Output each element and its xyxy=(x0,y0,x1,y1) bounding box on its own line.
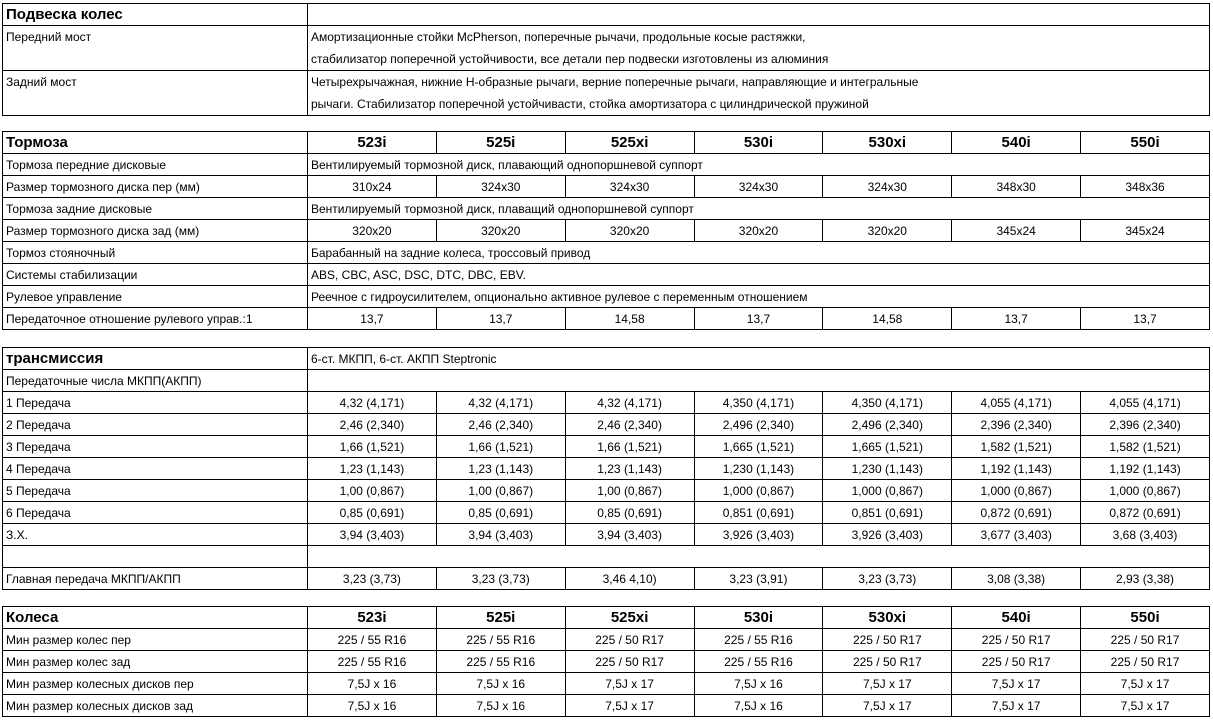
table-cell: 7,5J x 16 xyxy=(694,673,823,695)
table-cell: 13,7 xyxy=(308,308,437,330)
table-cell: 1,00 (0,867) xyxy=(565,480,694,502)
table-cell: 0,851 (0,691) xyxy=(694,502,823,524)
table-cell: 3,23 (3,73) xyxy=(436,568,565,590)
front-disc-label: Тормоза передние дисковые xyxy=(3,154,308,176)
table-cell: 2,46 (2,340) xyxy=(308,414,437,436)
final-drive-label: Главная передача МКПП/АКПП xyxy=(3,568,308,590)
model-header: 525i xyxy=(436,607,565,629)
table-cell: 3,94 (3,403) xyxy=(436,524,565,546)
table-cell: 1,00 (0,867) xyxy=(436,480,565,502)
table-cell: 3,23 (3,91) xyxy=(694,568,823,590)
table-cell: 225 / 55 R16 xyxy=(694,651,823,673)
table-cell: 3,677 (3,403) xyxy=(952,524,1081,546)
table-cell: 1,665 (1,521) xyxy=(823,436,952,458)
table-row xyxy=(3,436,1210,458)
row-label: З.Х. xyxy=(3,524,308,546)
table-cell: 1,000 (0,867) xyxy=(694,480,823,502)
table-cell: 348x30 xyxy=(952,176,1081,198)
front-disc-size-label: Размер тормозного диска пер (мм) xyxy=(3,176,308,198)
table-cell: 7,5J x 16 xyxy=(308,695,437,717)
brakes-header-row xyxy=(3,132,1210,154)
steering-label: Рулевое управление xyxy=(3,286,308,308)
table-cell: 0,872 (0,691) xyxy=(1081,502,1210,524)
table-cell: 2,396 (2,340) xyxy=(1081,414,1210,436)
table-cell: 345x24 xyxy=(1081,220,1210,242)
suspension-table xyxy=(2,3,1210,116)
brakes-title: Тормоза xyxy=(3,132,308,154)
table-cell: 3,926 (3,403) xyxy=(823,524,952,546)
table-row xyxy=(3,673,1210,695)
transmission-title: трансмиссия xyxy=(3,348,308,370)
table-cell: 7,5J x 16 xyxy=(694,695,823,717)
steering-ratio-label: Передаточное отношение рулевого управ.:1 xyxy=(3,308,308,330)
table-cell: 3,08 (3,38) xyxy=(952,568,1081,590)
table-cell: 225 / 50 R17 xyxy=(1081,629,1210,651)
table-cell: 0,851 (0,691) xyxy=(823,502,952,524)
row-label: 4 Передача xyxy=(3,458,308,480)
table-cell: 1,23 (1,143) xyxy=(436,458,565,480)
model-header: 540i xyxy=(952,607,1081,629)
wheels-table xyxy=(2,606,1210,717)
row-label: Мин размер колес пер xyxy=(3,629,308,651)
table-cell: 13,7 xyxy=(694,308,823,330)
table-cell: 1,582 (1,521) xyxy=(952,436,1081,458)
table-cell: 225 / 55 R16 xyxy=(694,629,823,651)
table-cell: 225 / 55 R16 xyxy=(308,629,437,651)
table-cell: 2,46 (2,340) xyxy=(436,414,565,436)
rear-disc-size-label: Размер тормозного диска зад (мм) xyxy=(3,220,308,242)
table-cell: 3,926 (3,403) xyxy=(694,524,823,546)
table-cell: 3,94 (3,403) xyxy=(308,524,437,546)
table-cell: 2,496 (2,340) xyxy=(823,414,952,436)
table-cell: 4,055 (4,171) xyxy=(952,392,1081,414)
table-cell: 320x20 xyxy=(565,220,694,242)
table-row xyxy=(3,458,1210,480)
rear-axle-line-2: рычаги. Стабилизатор поперечной устойчивасти, стойка амортизатора с цилиндрической пружиной xyxy=(311,97,869,111)
table-cell: 13,7 xyxy=(436,308,565,330)
table-cell: 225 / 55 R16 xyxy=(308,651,437,673)
model-header: 540i xyxy=(952,132,1081,154)
rear-axle-value xyxy=(308,71,1210,116)
table-cell: 14,58 xyxy=(565,308,694,330)
table-row xyxy=(3,651,1210,673)
table-cell: 1,23 (1,143) xyxy=(565,458,694,480)
wheels-header-row xyxy=(3,607,1210,629)
table-cell: 320x20 xyxy=(308,220,437,242)
row-label: 5 Передача xyxy=(3,480,308,502)
brakes-table xyxy=(2,131,1210,330)
suspension-title: Подвеска колес xyxy=(3,4,308,26)
table-cell: 4,32 (4,171) xyxy=(436,392,565,414)
table-row xyxy=(3,502,1210,524)
table-cell: 1,000 (0,867) xyxy=(823,480,952,502)
table-cell: 0,85 (0,691) xyxy=(565,502,694,524)
table-cell: 7,5J x 16 xyxy=(436,673,565,695)
table-cell: 3,23 (3,73) xyxy=(823,568,952,590)
front-axle-line-2: стабилизатор поперечной устойчивости, все детали пер подвески изготовлены из алюминия xyxy=(311,52,829,66)
gear-ratios-label: Передаточные числа МКПП(АКПП) xyxy=(3,370,308,392)
table-cell: 0,872 (0,691) xyxy=(952,502,1081,524)
table-cell: 2,496 (2,340) xyxy=(694,414,823,436)
table-cell: 324x30 xyxy=(694,176,823,198)
table-cell: 225 / 50 R17 xyxy=(952,651,1081,673)
table-cell: 225 / 50 R17 xyxy=(952,629,1081,651)
model-header: 530xi xyxy=(823,132,952,154)
front-disc-value: Вентилируемый тормозной диск, плавающий однопоршневой суппорт xyxy=(308,154,1210,176)
table-cell: 3,68 (3,403) xyxy=(1081,524,1210,546)
table-cell: 1,192 (1,143) xyxy=(952,458,1081,480)
table-cell: 3,23 (3,73) xyxy=(308,568,437,590)
table-cell: 348x36 xyxy=(1081,176,1210,198)
table-row xyxy=(3,480,1210,502)
table-row xyxy=(3,392,1210,414)
table-cell: 14,58 xyxy=(823,308,952,330)
table-cell: 4,350 (4,171) xyxy=(694,392,823,414)
row-label: 3 Передача xyxy=(3,436,308,458)
transmission-table xyxy=(2,347,1210,590)
table-cell: 320x20 xyxy=(436,220,565,242)
table-cell: 4,055 (4,171) xyxy=(1081,392,1210,414)
table-cell: 7,5J x 17 xyxy=(952,695,1081,717)
parking-brake-value: Барабанный на задние колеса, троссовый привод xyxy=(308,242,1210,264)
table-cell: 320x20 xyxy=(694,220,823,242)
rear-disc-label: Тормоза задние дисковые xyxy=(3,198,308,220)
table-cell: 225 / 50 R17 xyxy=(565,651,694,673)
model-header: 525xi xyxy=(565,132,694,154)
table-cell: 7,5J x 17 xyxy=(1081,695,1210,717)
table-cell: 2,396 (2,340) xyxy=(952,414,1081,436)
table-cell: 225 / 50 R17 xyxy=(823,629,952,651)
stability-label: Системы стабилизации xyxy=(3,264,308,286)
table-cell: 1,66 (1,521) xyxy=(436,436,565,458)
rear-axle-label: Задний мост xyxy=(3,71,308,116)
stability-value: ABS, CBC, ASC, DSC, DTC, DBC, EBV. xyxy=(308,264,1210,286)
model-header: 550i xyxy=(1081,132,1210,154)
table-cell: 7,5J x 16 xyxy=(308,673,437,695)
table-cell: 2,93 (3,38) xyxy=(1081,568,1210,590)
table-cell: 7,5J x 17 xyxy=(565,673,694,695)
table-cell: 324x30 xyxy=(436,176,565,198)
row-label: Мин размер колес зад xyxy=(3,651,308,673)
table-row xyxy=(3,414,1210,436)
table-row xyxy=(3,629,1210,651)
row-label: Мин размер колесных дисков пер xyxy=(3,673,308,695)
table-cell: 1,582 (1,521) xyxy=(1081,436,1210,458)
table-cell: 310x24 xyxy=(308,176,437,198)
table-cell: 225 / 50 R17 xyxy=(565,629,694,651)
model-header: 523i xyxy=(308,132,437,154)
table-cell: 4,350 (4,171) xyxy=(823,392,952,414)
row-label: 6 Передача xyxy=(3,502,308,524)
row-label: Мин размер колесных дисков зад xyxy=(3,695,308,717)
table-cell: 0,85 (0,691) xyxy=(308,502,437,524)
model-header: 525xi xyxy=(565,607,694,629)
front-axle-label: Передний мост xyxy=(3,26,308,71)
table-cell: 1,66 (1,521) xyxy=(565,436,694,458)
table-cell: 2,46 (2,340) xyxy=(565,414,694,436)
wheels-title: Колеса xyxy=(3,607,308,629)
table-cell: 1,66 (1,521) xyxy=(308,436,437,458)
model-header: 525i xyxy=(436,132,565,154)
front-axle-line-1: Амортизационные стойки McPherson, поперечные рычачи, продольные косые растяжки, xyxy=(311,30,806,44)
table-cell: 225 / 55 R16 xyxy=(436,651,565,673)
model-header: 530i xyxy=(694,607,823,629)
table-cell: 13,7 xyxy=(952,308,1081,330)
table-cell: 4,32 (4,171) xyxy=(308,392,437,414)
rear-disc-value: Вентилируемый тормозной диск, плаващий однопоршневой суппорт xyxy=(308,198,1210,220)
model-header: 530i xyxy=(694,132,823,154)
model-header: 530xi xyxy=(823,607,952,629)
table-cell: 1,665 (1,521) xyxy=(694,436,823,458)
table-cell: 1,230 (1,143) xyxy=(694,458,823,480)
table-cell: 1,000 (0,867) xyxy=(1081,480,1210,502)
table-cell: 1,000 (0,867) xyxy=(952,480,1081,502)
table-cell: 13,7 xyxy=(1081,308,1210,330)
table-row xyxy=(3,524,1210,546)
table-cell: 1,23 (1,143) xyxy=(308,458,437,480)
transmission-type: 6-ст. МКПП, 6-ст. АКПП Steptronic xyxy=(308,348,1210,370)
front-axle-value xyxy=(308,26,1210,71)
table-row xyxy=(3,695,1210,717)
table-cell: 7,5J x 17 xyxy=(952,673,1081,695)
table-cell: 225 / 50 R17 xyxy=(1081,651,1210,673)
row-label: 1 Передача xyxy=(3,392,308,414)
table-cell: 7,5J x 16 xyxy=(436,695,565,717)
table-cell: 324x30 xyxy=(823,176,952,198)
table-cell: 324x30 xyxy=(565,176,694,198)
rear-axle-line-1: Четырехрычажная, нижние H-образные рычаги, верние поперечные рычаги, направляющие и интегральные xyxy=(311,75,919,89)
table-cell: 1,230 (1,143) xyxy=(823,458,952,480)
table-cell: 7,5J x 17 xyxy=(1081,673,1210,695)
table-cell: 3,94 (3,403) xyxy=(565,524,694,546)
parking-brake-label: Тормоз стояночный xyxy=(3,242,308,264)
table-cell: 7,5J x 17 xyxy=(565,695,694,717)
table-cell: 1,192 (1,143) xyxy=(1081,458,1210,480)
table-cell: 320x20 xyxy=(823,220,952,242)
table-cell: 4,32 (4,171) xyxy=(565,392,694,414)
table-cell: 345x24 xyxy=(952,220,1081,242)
steering-value: Реечное с гидроусилителем, опционально активное рулевое с переменным отношением xyxy=(308,286,1210,308)
model-header: 523i xyxy=(308,607,437,629)
table-cell: 225 / 50 R17 xyxy=(823,651,952,673)
table-cell: 7,5J x 17 xyxy=(823,695,952,717)
table-cell: 3,46 4,10) xyxy=(565,568,694,590)
table-cell: 0,85 (0,691) xyxy=(436,502,565,524)
table-cell: 1,00 (0,867) xyxy=(308,480,437,502)
row-label: 2 Передача xyxy=(3,414,308,436)
model-header: 550i xyxy=(1081,607,1210,629)
table-cell: 7,5J x 17 xyxy=(823,673,952,695)
table-cell: 225 / 55 R16 xyxy=(436,629,565,651)
